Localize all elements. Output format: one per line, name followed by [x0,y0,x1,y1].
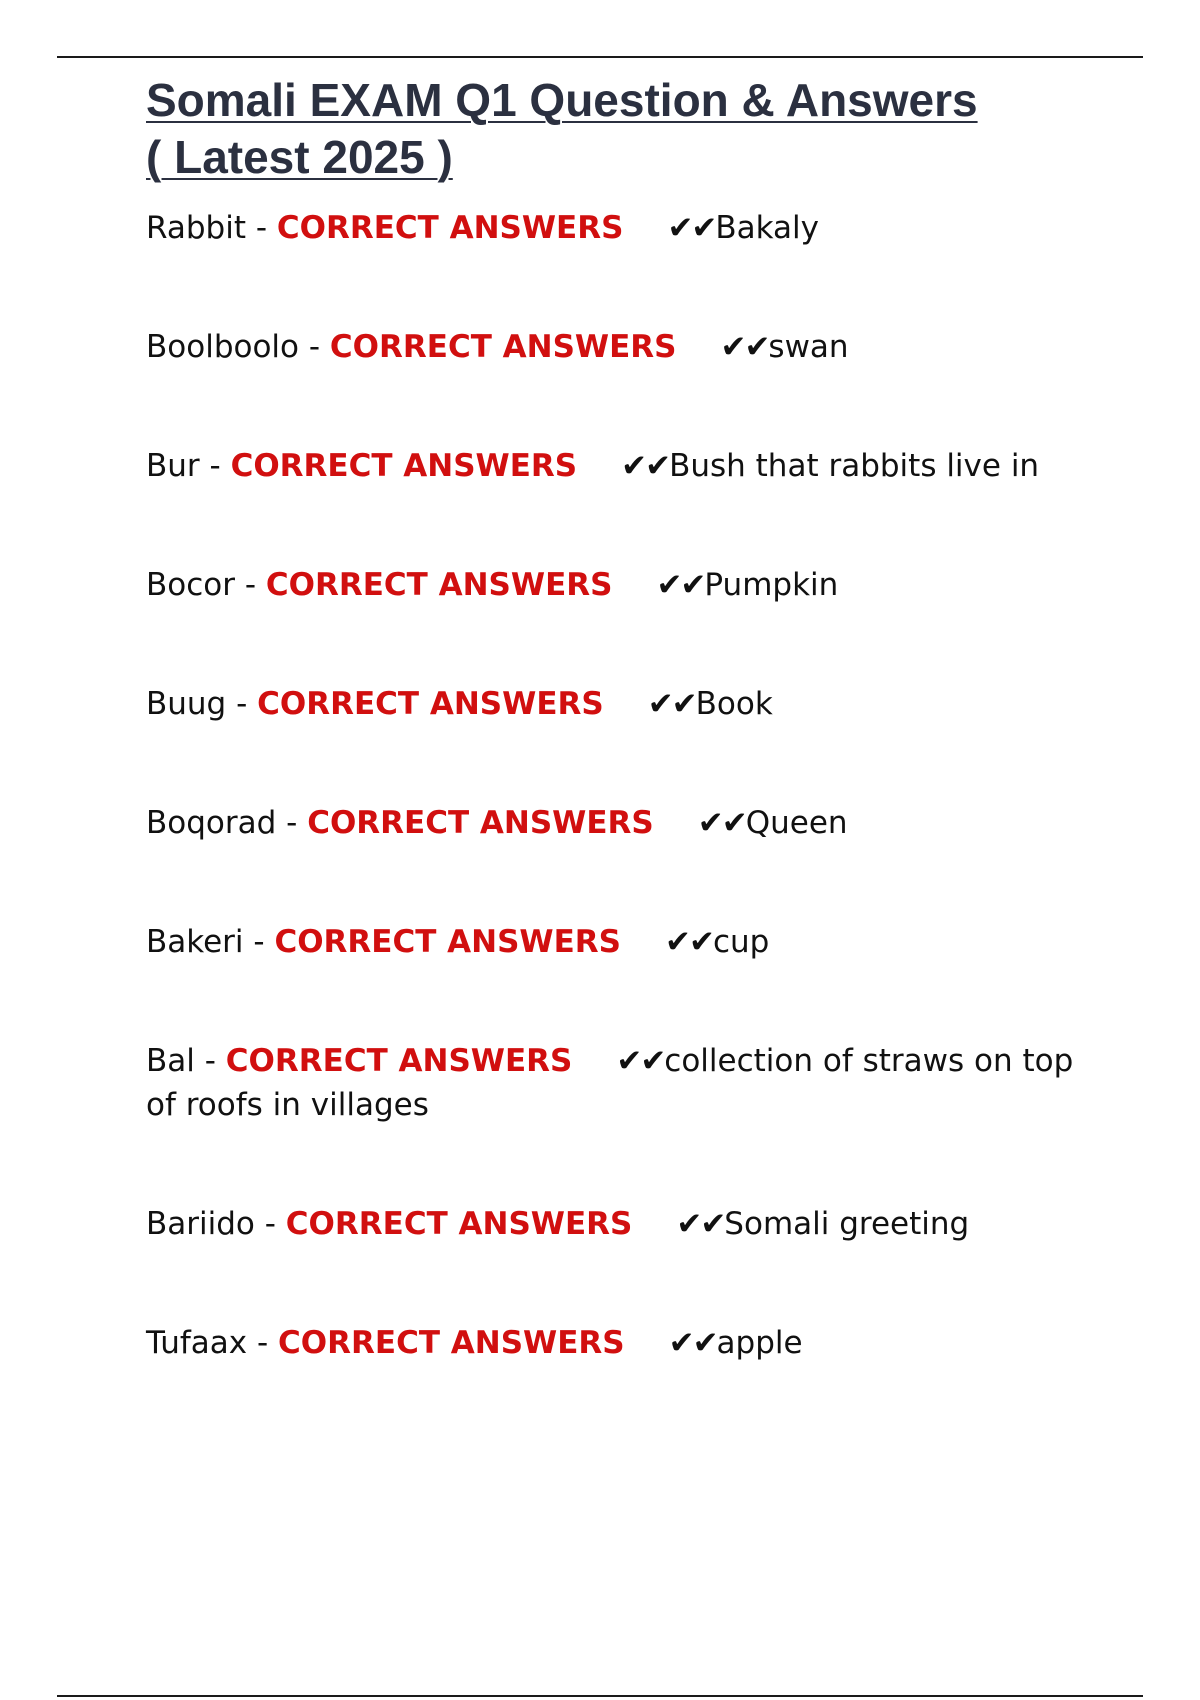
double-check-icon: ✔✔ [720,329,769,365]
correct-answers-label: CORRECT ANSWERS [230,448,578,484]
document-body [146,72,1106,1365]
separator: - [245,210,277,246]
correct-answers-label: CORRECT ANSWERS [225,1043,573,1079]
answer-text: cup [712,924,770,960]
qa-item [146,801,1106,845]
separator: - [199,448,231,484]
separator: - [226,686,258,722]
double-check-icon: ✔✔ [668,1325,717,1361]
question-term: Boqorad [146,805,277,841]
correct-answers-label: CORRECT ANSWERS [329,329,677,365]
answer-text: Bakaly [715,210,820,246]
answer-text: Pumpkin [704,567,839,603]
answer-text: collection of straws on top of roofs in villages [146,1043,1074,1123]
question-term: Bakeri [146,924,244,960]
qa-list [146,206,1106,1365]
question-term: Bal [146,1043,195,1079]
correct-answers-label: CORRECT ANSWERS [278,1325,625,1361]
question-term: Boolboolo [146,329,300,365]
double-check-icon: ✔✔ [647,686,696,722]
double-check-icon: ✔✔ [616,1043,665,1079]
question-term: Bur [146,448,200,484]
separator: - [194,1043,226,1079]
qa-item [146,206,1106,250]
question-term: Bariido [146,1206,255,1242]
answer-text: apple [716,1325,803,1361]
question-term: Buug [146,686,227,722]
correct-answers-label: CORRECT ANSWERS [257,686,604,722]
separator: - [243,924,275,960]
correct-answers-label: CORRECT ANSWERS [265,567,613,603]
qa-item [146,325,1106,369]
answer-text: swan [768,329,849,365]
separator: - [299,329,330,365]
separator: - [235,567,266,603]
answer-text: Book [695,686,773,722]
separator: - [254,1206,286,1242]
double-check-icon: ✔✔ [676,1206,725,1242]
double-check-icon: ✔✔ [665,924,713,960]
double-check-icon: ✔✔ [656,567,705,603]
question-term: Bocor [146,567,235,603]
answer-text: Somali greeting [724,1206,970,1242]
qa-item [146,563,1106,607]
correct-answers-label: CORRECT ANSWERS [285,1206,633,1242]
double-check-icon: ✔✔ [621,448,670,484]
bottom-rule [57,1695,1143,1697]
document-title: Somali EXAM Q1 Question & Answers ( Latest 2025 ) [146,74,978,183]
answer-text: Queen [745,805,848,841]
separator: - [247,1325,279,1361]
separator: - [276,805,308,841]
qa-item [146,920,1106,964]
double-check-icon: ✔✔ [667,210,716,246]
qa-item [146,1321,1106,1365]
question-term: Rabbit [146,210,246,246]
question-term: Tufaax [146,1325,248,1361]
top-rule [57,56,1143,58]
correct-answers-label: CORRECT ANSWERS [274,924,621,960]
correct-answers-label: CORRECT ANSWERS [276,210,624,246]
qa-item [146,444,1106,488]
qa-item [146,1202,1106,1246]
correct-answers-label: CORRECT ANSWERS [307,805,654,841]
double-check-icon: ✔✔ [697,805,746,841]
qa-item [146,682,1106,726]
answer-text: Bush that rabbits live in [669,448,1040,484]
qa-item [146,1039,1106,1127]
